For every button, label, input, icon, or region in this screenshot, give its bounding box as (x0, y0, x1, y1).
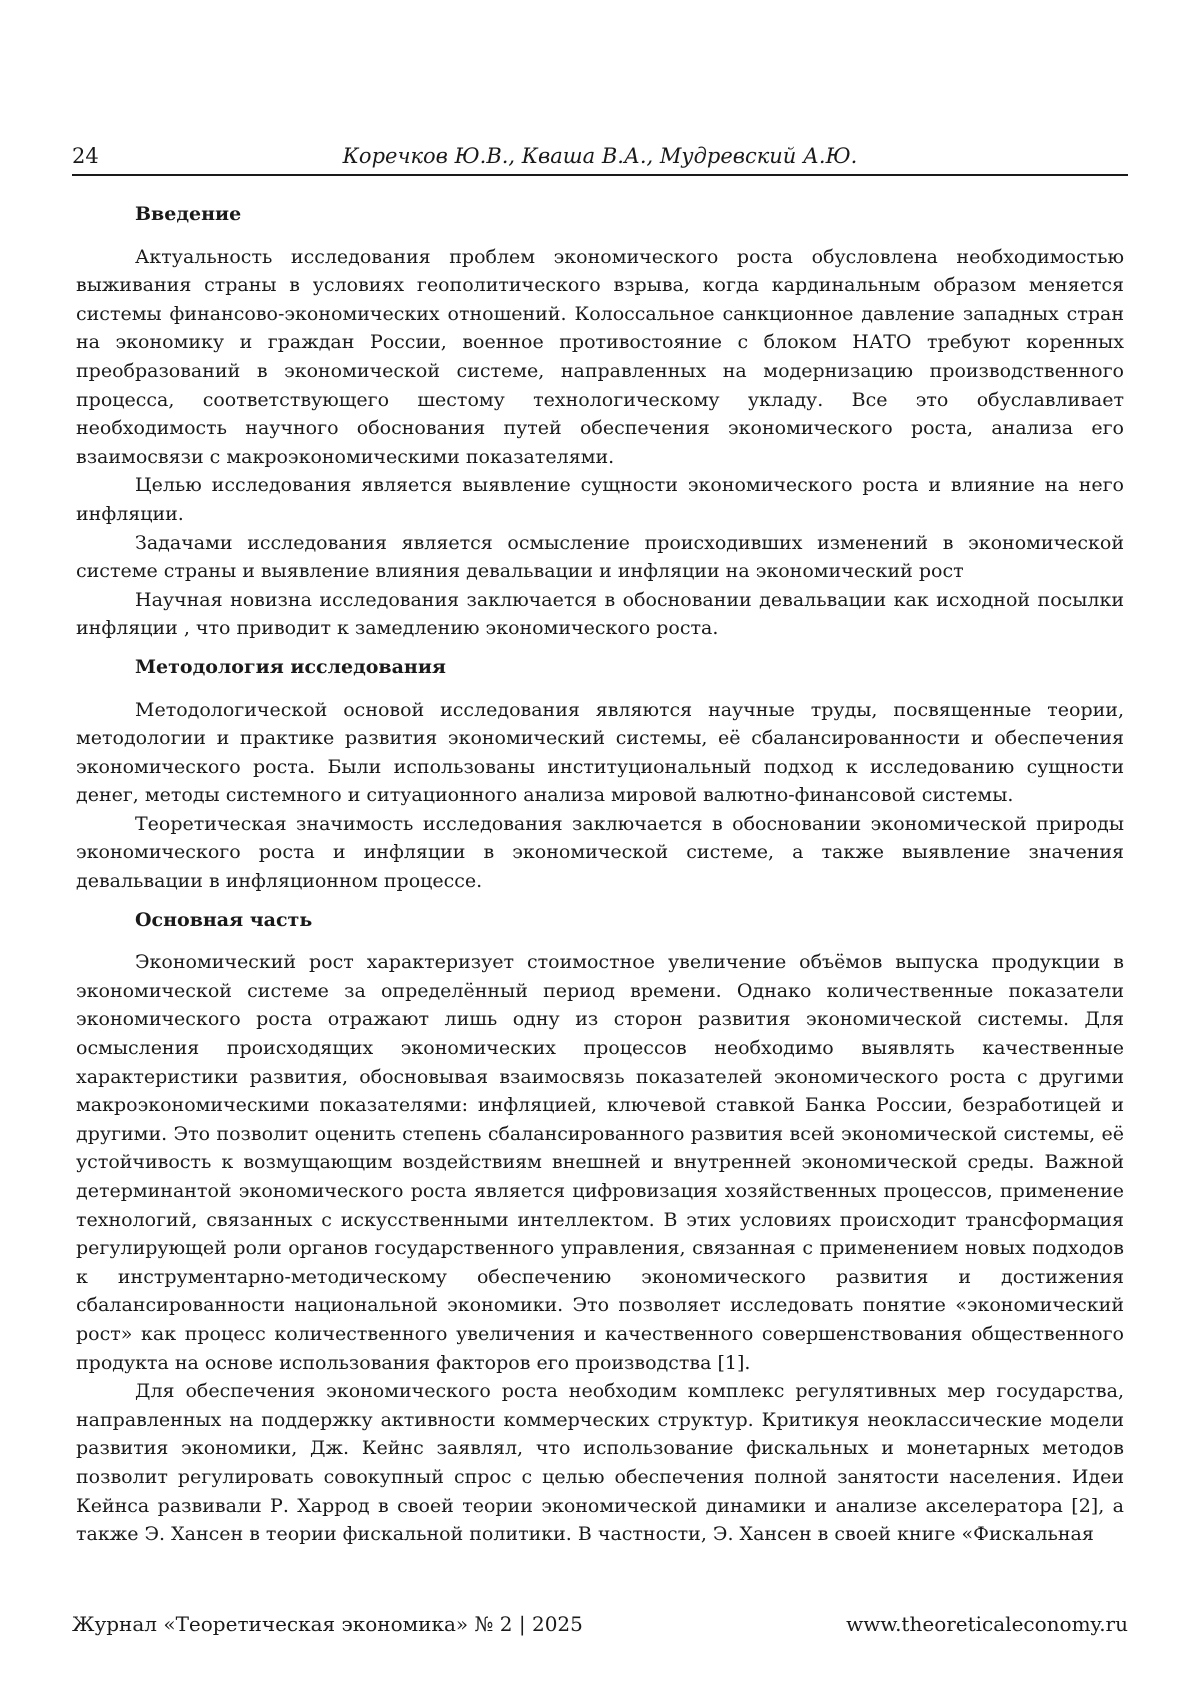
journal-name: Журнал «Теоретическая экономика» № 2 | 2025 (72, 1612, 583, 1636)
paragraph: Теоретическая значимость исследования заключается в обосновании экономической природы экономического роста и инфляции в экономической системе, а также выявление значения девальвации в инфляционном процессе. (76, 810, 1124, 896)
paragraph: Для обеспечения экономического роста необходим комплекс регулятивных мер государства, направленных на поддержку активности коммерческих структур. Критикуя неоклассические модели развития экономики, Дж. Кейнс заявлял, что использование фискальных и монетарных методов позволит регулировать совокупный спрос с целью обеспечения полной занятости населения. Идеи Кейнса развивали Р. Харрод в своей теории экономической динамики и анализе акселератора [2], а также Э. Хансен в теории фискальной политики. В частности, Э. Хансен в своей книге «Фискальная (76, 1377, 1124, 1549)
section-heading-main-part: Основная часть (76, 906, 1124, 935)
section-heading-methodology: Методология исследования (76, 653, 1124, 682)
page-number: 24 (72, 144, 99, 168)
paragraph: Актуальность исследования проблем экономического роста обусловлена необходимостью выживания страны в условиях геополитического взрыва, когда кардинальным образом меняется системы финансово-экономических отношений. Колоссальное санкционное давление западных стран на экономику и граждан России, военное противостояние с блоком НАТО требуют коренных преобразований в экономической системе, направленных на модернизацию производственного процесса, соответствующего шестому технологическому укладу. Все это обуславливает необходимость научного обоснования путей обеспечения экономического роста, анализа его взаимосвязи с макроэкономическими показателями. (76, 243, 1124, 472)
article-body (76, 200, 1124, 1549)
page-footer (72, 1612, 1128, 1642)
page-header (72, 140, 1128, 176)
paragraph: Научная новизна исследования заключается в обосновании девальвации как исходной посылки инфляции , что приводит к замедлению экономического роста. (76, 586, 1124, 643)
paragraph: Задачами исследования является осмысление происходивших изменений в экономической системе страны и выявление влияния девальвации и инфляции на экономический рост (76, 529, 1124, 586)
paragraph: Экономический рост характеризует стоимостное увеличение объёмов выпуска продукции в экономической системе за определённый период времени. Однако количественные показатели экономического роста отражают лишь одну из сторон развития экономической системы. Для осмысления происходящих экономических процессов необходимо выявлять качественные характеристики развития, обосновывая взаимосвязь показателей экономического роста с другими макроэкономическими показателями: инфляцией, ключевой ставкой Банка России, безработицей и другими. Это позволит оценить степень сбалансированного развития всей экономической системы, её устойчивость к возмущающим воздействиям внешней и внутренней экономической среды. Важной детерминантой экономического роста является цифровизация хозяйственных процессов, применение технологий, связанных с искусственными интеллектом. В этих условиях происходит трансформация регулирующей роли органов государственного управления, связанная с применением новых подходов к инструментарно-методическому обеспечению экономического развития и достижения сбалансированности национальной экономики. Это позволяет исследовать понятие «экономический рост» как процесс количественного увеличения и качественного совершенствования общественного продукта на основе использования факторов его производства [1]. (76, 948, 1124, 1377)
paragraph: Целью исследования является выявление сущности экономического роста и влияние на него инфляции. (76, 471, 1124, 528)
journal-url-link[interactable]: www.theoreticaleconomy.ru (846, 1612, 1128, 1636)
paragraph: Методологической основой исследования являются научные труды, посвященные теории, методологии и практике развития экономический системы, её сбалансированности и обеспечения экономического роста. Были использованы институциональный подход к исследованию сущности денег, методы системного и ситуационного анализа мировой валютно-финансовой системы. (76, 696, 1124, 810)
section-heading-introduction: Введение (76, 200, 1124, 229)
running-head-authors: Коречков Ю.В., Кваша В.А., Мудревский А.Ю. (72, 144, 1128, 168)
